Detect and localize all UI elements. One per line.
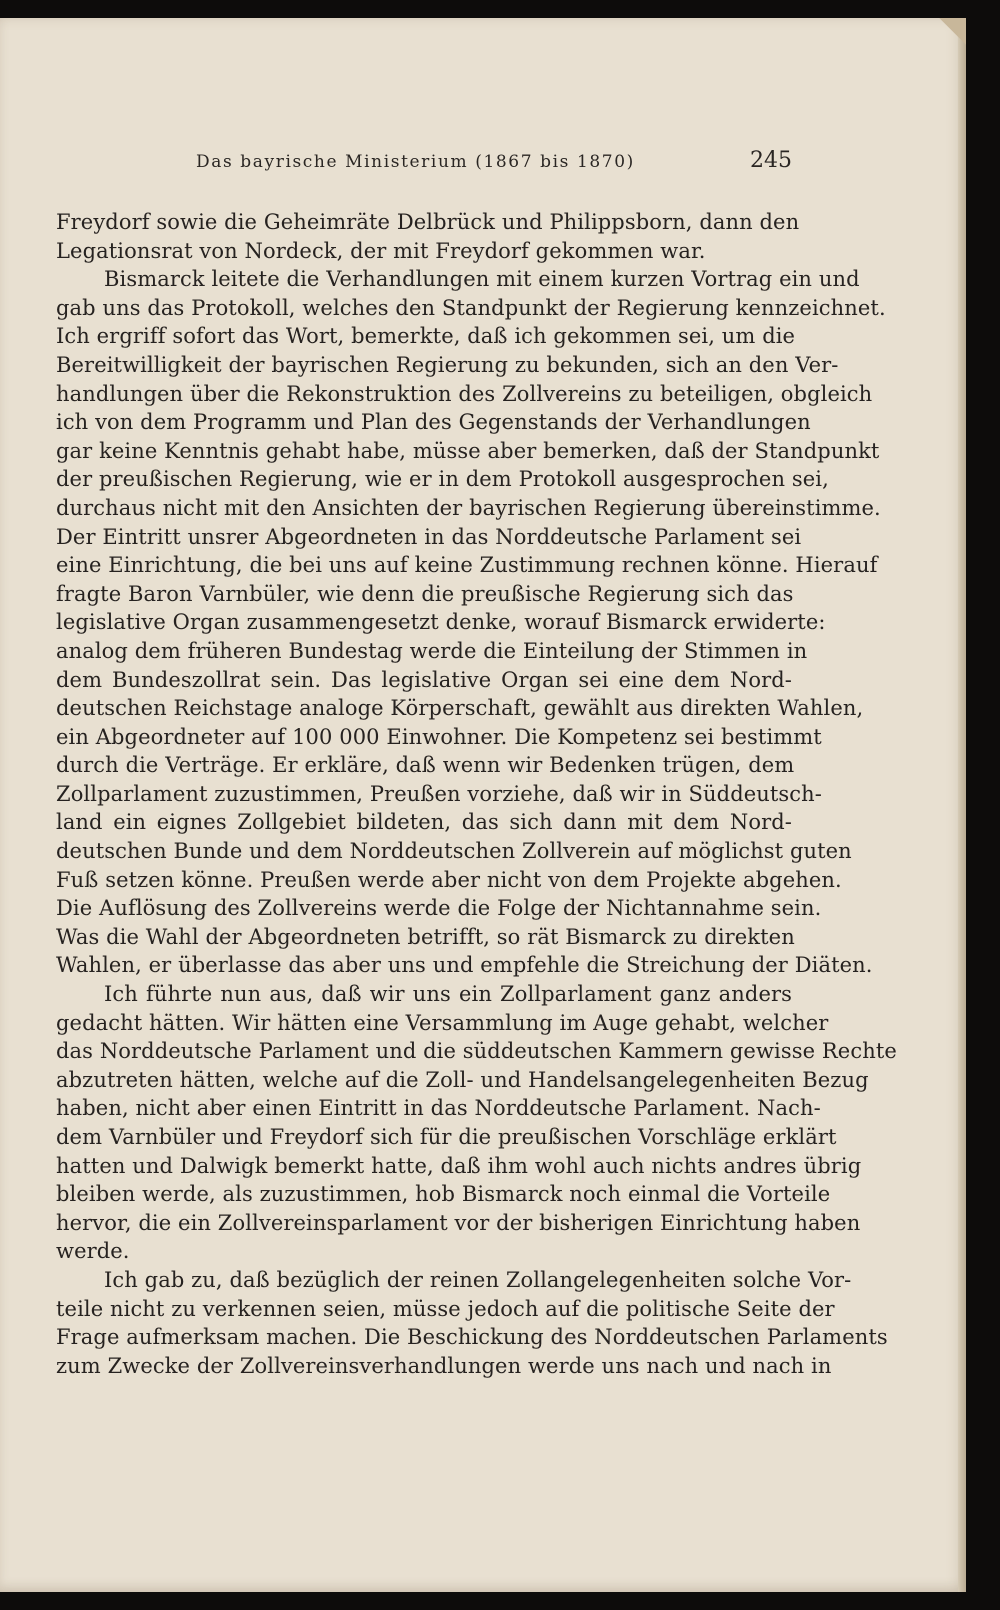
text-line: deutschen Reichstage analoge Körperschaft, gewählt aus direkten Wahlen, (56, 696, 864, 721)
text-line: Freydorf sowie die Geheimräte Delbrück und Philippsborn, dann den (56, 210, 800, 234)
paragraph-start-line: Ich führte nun aus, daß wir uns ein Zollparlament ganz anders (104, 982, 792, 1007)
text-line: Frage aufmerksam machen. Die Beschickung des Norddeutschen Parlaments (56, 1325, 888, 1350)
text-line: teile nicht zu verkennen seien, müsse jedoch auf die politische Seite der (56, 1296, 835, 1321)
text-line: ich von dem Programm und Plan des Gegenstands der Verhandlungen (56, 410, 811, 435)
text-line: gar keine Kenntnis gehabt habe, müsse aber bemerken, daß der Standpunkt (56, 438, 880, 463)
text-line: analog dem früheren Bundestag werde die Einteilung der Stimmen in (56, 638, 808, 663)
text-line: hatten und Dalwigk bemerkt hatte, daß ihm wohl auch nichts andres übrig (56, 1153, 862, 1178)
text-line: deutschen Bunde und dem Norddeutschen Zollverein auf möglichst guten (56, 839, 852, 864)
text-line: hervor, die ein Zollvereinsparlament vor der bisherigen Einrichtung haben (56, 1210, 861, 1235)
text-line: Der Eintritt unsrer Abgeordneten in das Norddeutsche Parlament sei (56, 524, 802, 549)
text-line: ein Abgeordneter auf 100 000 Einwohner. Die Kompetenz sei bestimmt (56, 724, 822, 749)
text-line: das Norddeutsche Parlament und die süddeutschen Kammern gewisse Rechte (56, 1039, 897, 1064)
text-line: Was die Wahl der Abgeordneten betrifft, so rät Bismarck zu direkten (56, 924, 795, 949)
text-line: eine Einrichtung, die bei uns auf keine Zustimmung rechnen könne. Hierauf (56, 553, 878, 578)
text-line: bleiben werde, als zuzustimmen, hob Bismarck noch einmal die Vorteile (56, 1182, 831, 1207)
text-line: gab uns das Protokoll, welches den Standpunkt der Regierung kennzeichnet. (56, 295, 886, 320)
paragraph-start-line: Bismarck leitete die Verhandlungen mit einem kurzen Vortrag ein und (104, 267, 860, 292)
text-line: zum Zwecke der Zollvereinsverhandlungen werde uns nach und nach in (56, 1353, 832, 1378)
text-line: der preußischen Regierung, wie er in dem Protokoll ausgesprochen sei, (56, 467, 829, 492)
text-line: Wahlen, er überlasse das aber uns und empfehle die Streichung der Diäten. (56, 953, 873, 978)
text-line: durch die Verträge. Er erkläre, daß wenn wir Bedenken trügen, dem (56, 753, 795, 778)
text-line: durchaus nicht mit den Ansichten der bayrischen Regierung übereinstimme. (56, 495, 881, 520)
page-edge (958, 18, 966, 1592)
text-line: Die Auflösung des Zollvereins werde die Folge der Nichtannahme sein. (56, 896, 822, 921)
corner-fold (930, 18, 966, 48)
text-line: Ich ergriff sofort das Wort, bemerkte, daß ich gekommen sei, um die (56, 324, 796, 349)
text-line: Zollparlament zuzustimmen, Preußen vorziehe, daß wir in Süddeutsch- (56, 781, 822, 806)
page-number: 245 (750, 148, 792, 173)
running-head: Das bayrische Ministerium (1867 bis 1870) (196, 152, 635, 172)
text-line: legislative Organ zusammengesetzt denke, worauf Bismarck erwiderte: (56, 610, 826, 635)
text-line: Bereitwilligkeit der bayrischen Regierung zu bekunden, sich an den Ver- (56, 352, 839, 377)
text-line: dem Bundeszollrat sein. Das legislative Organ sei eine dem Nord- (56, 667, 792, 692)
paragraph-start-line: Ich gab zu, daß bezüglich der reinen Zollangelegenheiten solche Vor- (104, 1267, 852, 1292)
page-header (56, 146, 792, 178)
text-line: land ein eignes Zollgebiet bildeten, das sich dann mit dem Nord- (56, 810, 792, 835)
text-line: dem Varnbüler und Freydorf sich für die preußischen Vorschläge erklärt (56, 1125, 837, 1149)
text-line: Legationsrat von Nordeck, der mit Freydorf gekommen war. (56, 238, 706, 263)
text-line: handlungen über die Rekonstruktion des Zollvereins zu beteiligen, obgleich (56, 381, 873, 406)
text-line: haben, nicht aber einen Eintritt in das Norddeutsche Parlament. Nach- (56, 1096, 821, 1121)
text-line: werde. (56, 1239, 130, 1264)
text-line: gedacht hätten. Wir hätten eine Versammlung im Auge gehabt, welcher (56, 1010, 829, 1035)
text-line: abzutreten hätten, welche auf die Zoll- und Handelsangelegenheiten Bezug (56, 1067, 869, 1092)
body-text (56, 208, 897, 1380)
book-page (0, 18, 966, 1592)
text-line: Fuß setzen könne. Preußen werde aber nicht von dem Projekte abgehen. (56, 867, 842, 892)
text-line: fragte Baron Varnbüler, wie denn die preußische Regierung sich das (56, 581, 794, 606)
